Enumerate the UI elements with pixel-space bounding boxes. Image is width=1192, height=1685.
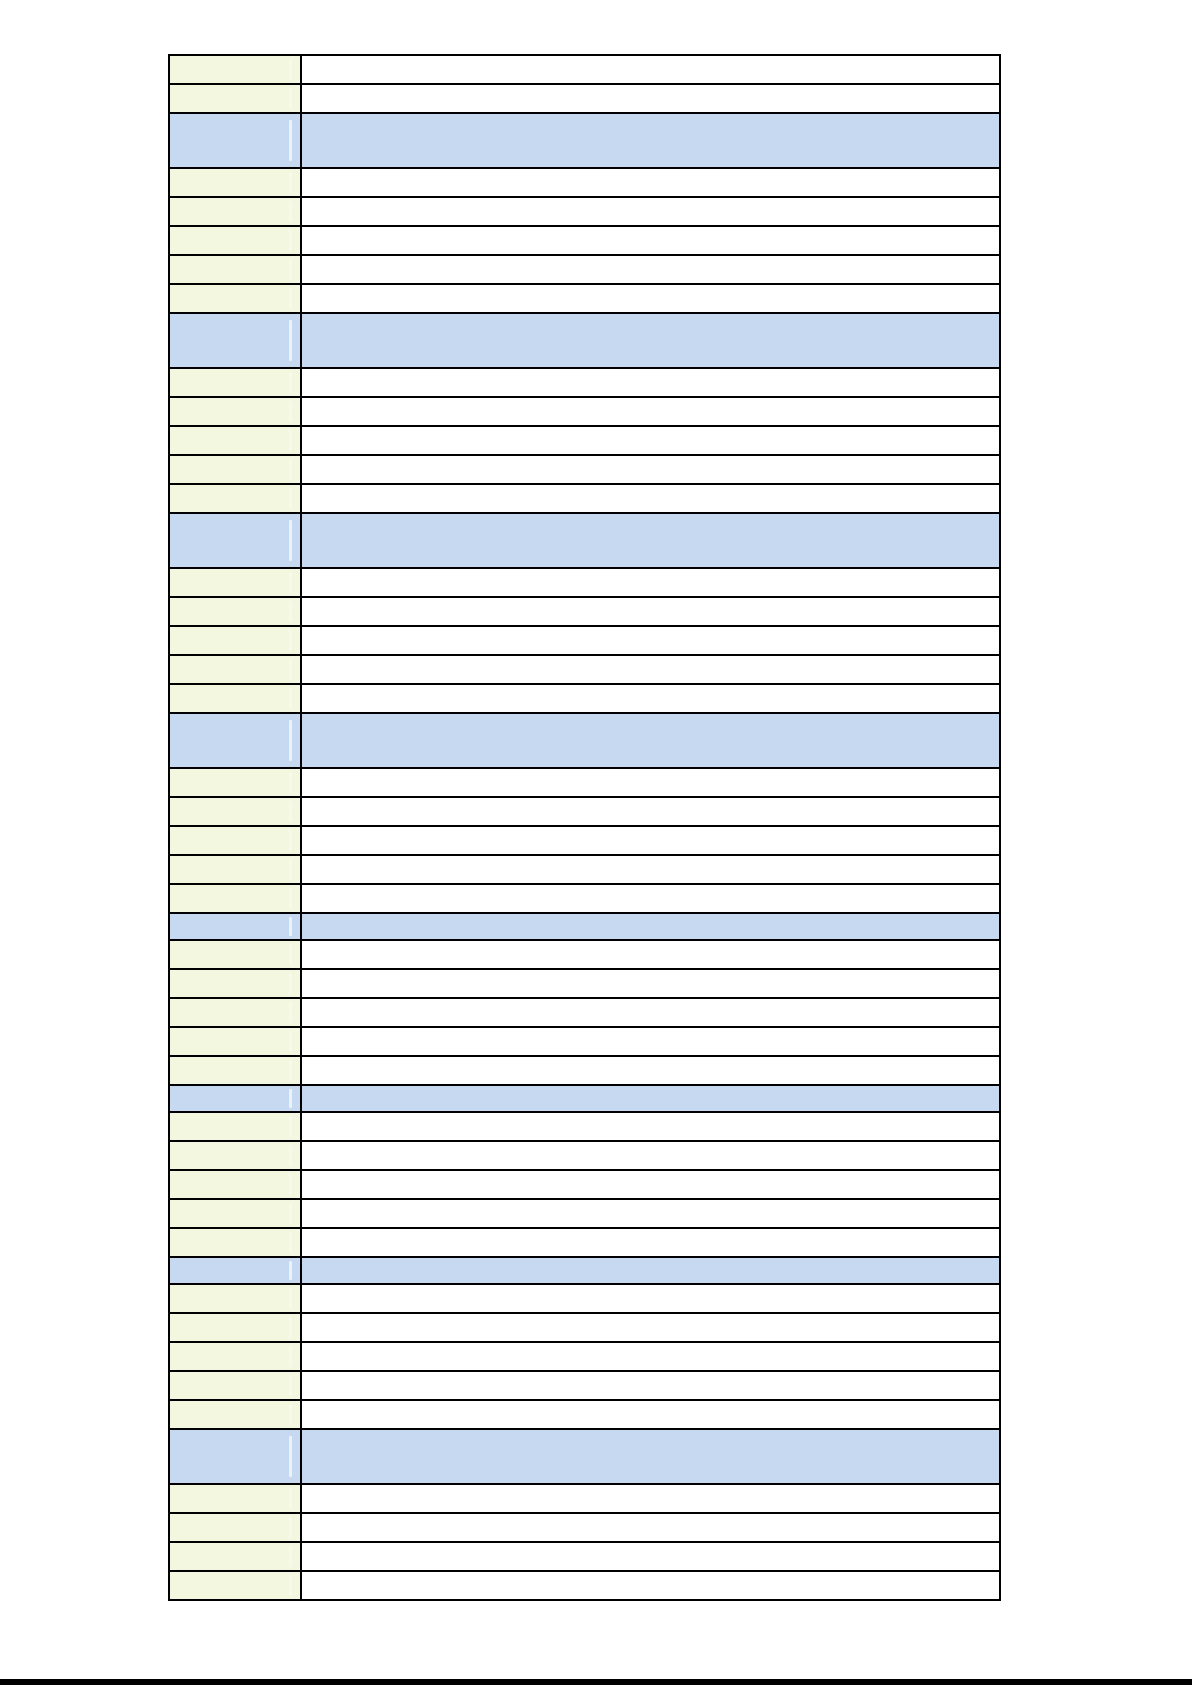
value-cell [301,55,1000,84]
value-cell [301,884,1000,913]
cell-stripe-artifact [289,1002,292,1023]
label-cell [169,1170,301,1199]
label-cell [169,826,301,855]
cell-stripe-artifact [289,259,292,280]
table-row [169,1571,1000,1600]
label-cell [169,913,301,940]
table-row [169,1484,1000,1513]
value-cell [301,284,1000,313]
table-row [169,768,1000,797]
label-cell [169,1542,301,1571]
cell-stripe-artifact [289,1375,292,1396]
label-cell [169,969,301,998]
value-cell [301,1571,1000,1600]
label-cell [169,568,301,597]
value-cell [301,855,1000,884]
table-row [169,1400,1000,1429]
label-cell [169,255,301,284]
value-cell [301,969,1000,998]
value-cell [301,713,1000,768]
cell-stripe-artifact [289,201,292,222]
label-cell [169,113,301,168]
table-row [169,1313,1000,1342]
label-cell [169,1371,301,1400]
value-cell [301,1257,1000,1284]
cell-stripe-artifact [289,230,292,251]
cell-stripe-artifact [289,801,292,822]
label-cell [169,1112,301,1141]
value-cell [301,1342,1000,1371]
value-cell [301,455,1000,484]
cell-stripe-artifact [289,830,292,851]
label-cell [169,1571,301,1600]
cell-stripe-artifact [289,772,292,793]
cell-stripe-artifact [289,572,292,593]
value-cell [301,397,1000,426]
label-cell [169,513,301,568]
value-cell [301,913,1000,940]
table-row [169,1112,1000,1141]
label-cell [169,426,301,455]
table-row [169,455,1000,484]
cell-stripe-artifact [289,688,292,709]
label-cell [169,168,301,197]
label-cell [169,684,301,713]
cell-stripe-artifact [289,288,292,309]
value-cell [301,1542,1000,1571]
value-cell [301,226,1000,255]
value-cell [301,1112,1000,1141]
value-cell [301,113,1000,168]
value-cell [301,568,1000,597]
label-cell [169,626,301,655]
table-row [169,568,1000,597]
value-cell [301,1141,1000,1170]
table-row [169,1228,1000,1257]
label-cell [169,455,301,484]
cell-stripe-artifact [289,1145,292,1166]
label-cell [169,55,301,84]
cell-stripe-artifact [289,1288,292,1309]
table-row [169,55,1000,84]
table-row [169,1170,1000,1199]
label-cell [169,1141,301,1170]
table-row [169,1027,1000,1056]
label-cell [169,226,301,255]
table-row [169,284,1000,313]
cell-stripe-artifact [289,1174,292,1195]
value-cell [301,1284,1000,1313]
label-cell [169,284,301,313]
value-cell [301,768,1000,797]
table-row [169,597,1000,626]
label-cell [169,1342,301,1371]
value-cell [301,1400,1000,1429]
label-cell [169,313,301,368]
cell-stripe-artifact [289,659,292,680]
label-cell [169,197,301,226]
cell-stripe-artifact [289,520,292,560]
table-row [169,855,1000,884]
value-cell [301,426,1000,455]
cell-stripe-artifact [289,601,292,622]
table-row [169,368,1000,397]
cell-stripe-artifact [289,401,292,422]
table-row-highlight [169,1429,1000,1484]
value-cell [301,1429,1000,1484]
cell-stripe-artifact [289,630,292,651]
table-body [169,55,1000,1600]
cell-stripe-artifact [289,1031,292,1052]
table-row-highlight [169,513,1000,568]
label-cell [169,84,301,113]
cell-stripe-artifact [289,1404,292,1425]
label-cell [169,368,301,397]
cell-stripe-artifact [289,59,292,80]
table-row [169,1542,1000,1571]
label-cell [169,1400,301,1429]
value-cell [301,1085,1000,1112]
label-cell [169,713,301,768]
label-cell [169,1513,301,1542]
cell-stripe-artifact [289,1116,292,1137]
label-cell [169,797,301,826]
value-cell [301,1228,1000,1257]
label-cell [169,1484,301,1513]
cell-stripe-artifact [289,120,292,160]
value-cell [301,1199,1000,1228]
label-cell [169,1027,301,1056]
value-cell [301,197,1000,226]
table-row-highlight [169,313,1000,368]
cell-stripe-artifact [289,459,292,480]
cell-stripe-artifact [289,1089,292,1108]
table-row [169,1371,1000,1400]
cell-stripe-artifact [289,1232,292,1253]
table-row-highlight [169,113,1000,168]
value-cell [301,255,1000,284]
value-cell [301,168,1000,197]
table-row-highlight [169,713,1000,768]
value-cell [301,84,1000,113]
cell-stripe-artifact [289,1436,292,1476]
value-cell [301,484,1000,513]
value-cell [301,940,1000,969]
table-row [169,226,1000,255]
value-cell [301,1313,1000,1342]
cell-stripe-artifact [289,917,292,936]
value-cell [301,797,1000,826]
cell-stripe-artifact [289,372,292,393]
cell-stripe-artifact [289,1203,292,1224]
label-cell [169,1228,301,1257]
label-cell [169,1257,301,1284]
cell-stripe-artifact [289,859,292,880]
table-row-highlight [169,1085,1000,1112]
label-cell [169,1313,301,1342]
value-cell [301,1056,1000,1085]
table-row [169,998,1000,1027]
table-row [169,426,1000,455]
table-row [169,797,1000,826]
value-cell [301,1371,1000,1400]
table-row [169,1284,1000,1313]
label-cell [169,884,301,913]
table-row [169,1141,1000,1170]
value-cell [301,368,1000,397]
cell-stripe-artifact [289,1546,292,1567]
page-bottom-edge [0,1679,1192,1685]
table-row [169,626,1000,655]
value-cell [301,1484,1000,1513]
value-cell [301,313,1000,368]
table-row [169,826,1000,855]
value-cell [301,684,1000,713]
label-cell [169,998,301,1027]
table-row [169,684,1000,713]
value-cell [301,655,1000,684]
label-cell [169,597,301,626]
value-cell [301,626,1000,655]
label-cell [169,1199,301,1228]
cell-stripe-artifact [289,720,292,760]
cell-stripe-artifact [289,430,292,451]
table-row [169,1513,1000,1542]
value-cell [301,1027,1000,1056]
label-cell [169,855,301,884]
cell-stripe-artifact [289,1261,292,1280]
table-row [169,484,1000,513]
value-cell [301,597,1000,626]
table-row [169,1199,1000,1228]
table-row [169,255,1000,284]
cell-stripe-artifact [289,488,292,509]
value-cell [301,1170,1000,1199]
cell-stripe-artifact [289,973,292,994]
cell-stripe-artifact [289,88,292,109]
cell-stripe-artifact [289,1317,292,1338]
label-cell [169,1085,301,1112]
table-row [169,940,1000,969]
label-cell [169,484,301,513]
table-row-highlight [169,1257,1000,1284]
table-row [169,655,1000,684]
label-cell [169,940,301,969]
label-cell [169,1429,301,1484]
value-cell [301,1513,1000,1542]
label-cell [169,397,301,426]
cell-stripe-artifact [289,944,292,965]
label-cell [169,655,301,684]
cell-stripe-artifact [289,1488,292,1509]
cell-stripe-artifact [289,172,292,193]
table-row [169,884,1000,913]
label-cell [169,1056,301,1085]
label-cell [169,768,301,797]
value-cell [301,826,1000,855]
cell-stripe-artifact [289,1517,292,1538]
table-row [169,1342,1000,1371]
cell-stripe-artifact [289,888,292,909]
cell-stripe-artifact [289,1346,292,1367]
cell-stripe-artifact [289,1575,292,1596]
label-cell [169,1284,301,1313]
table-row [169,84,1000,113]
cell-stripe-artifact [289,1060,292,1081]
table-row [169,397,1000,426]
empty-two-column-table [168,54,1001,1601]
value-cell [301,998,1000,1027]
cell-stripe-artifact [289,320,292,360]
table-row-highlight [169,913,1000,940]
table-row [169,1056,1000,1085]
table-row [169,168,1000,197]
table-row [169,197,1000,226]
value-cell [301,513,1000,568]
table-row [169,969,1000,998]
